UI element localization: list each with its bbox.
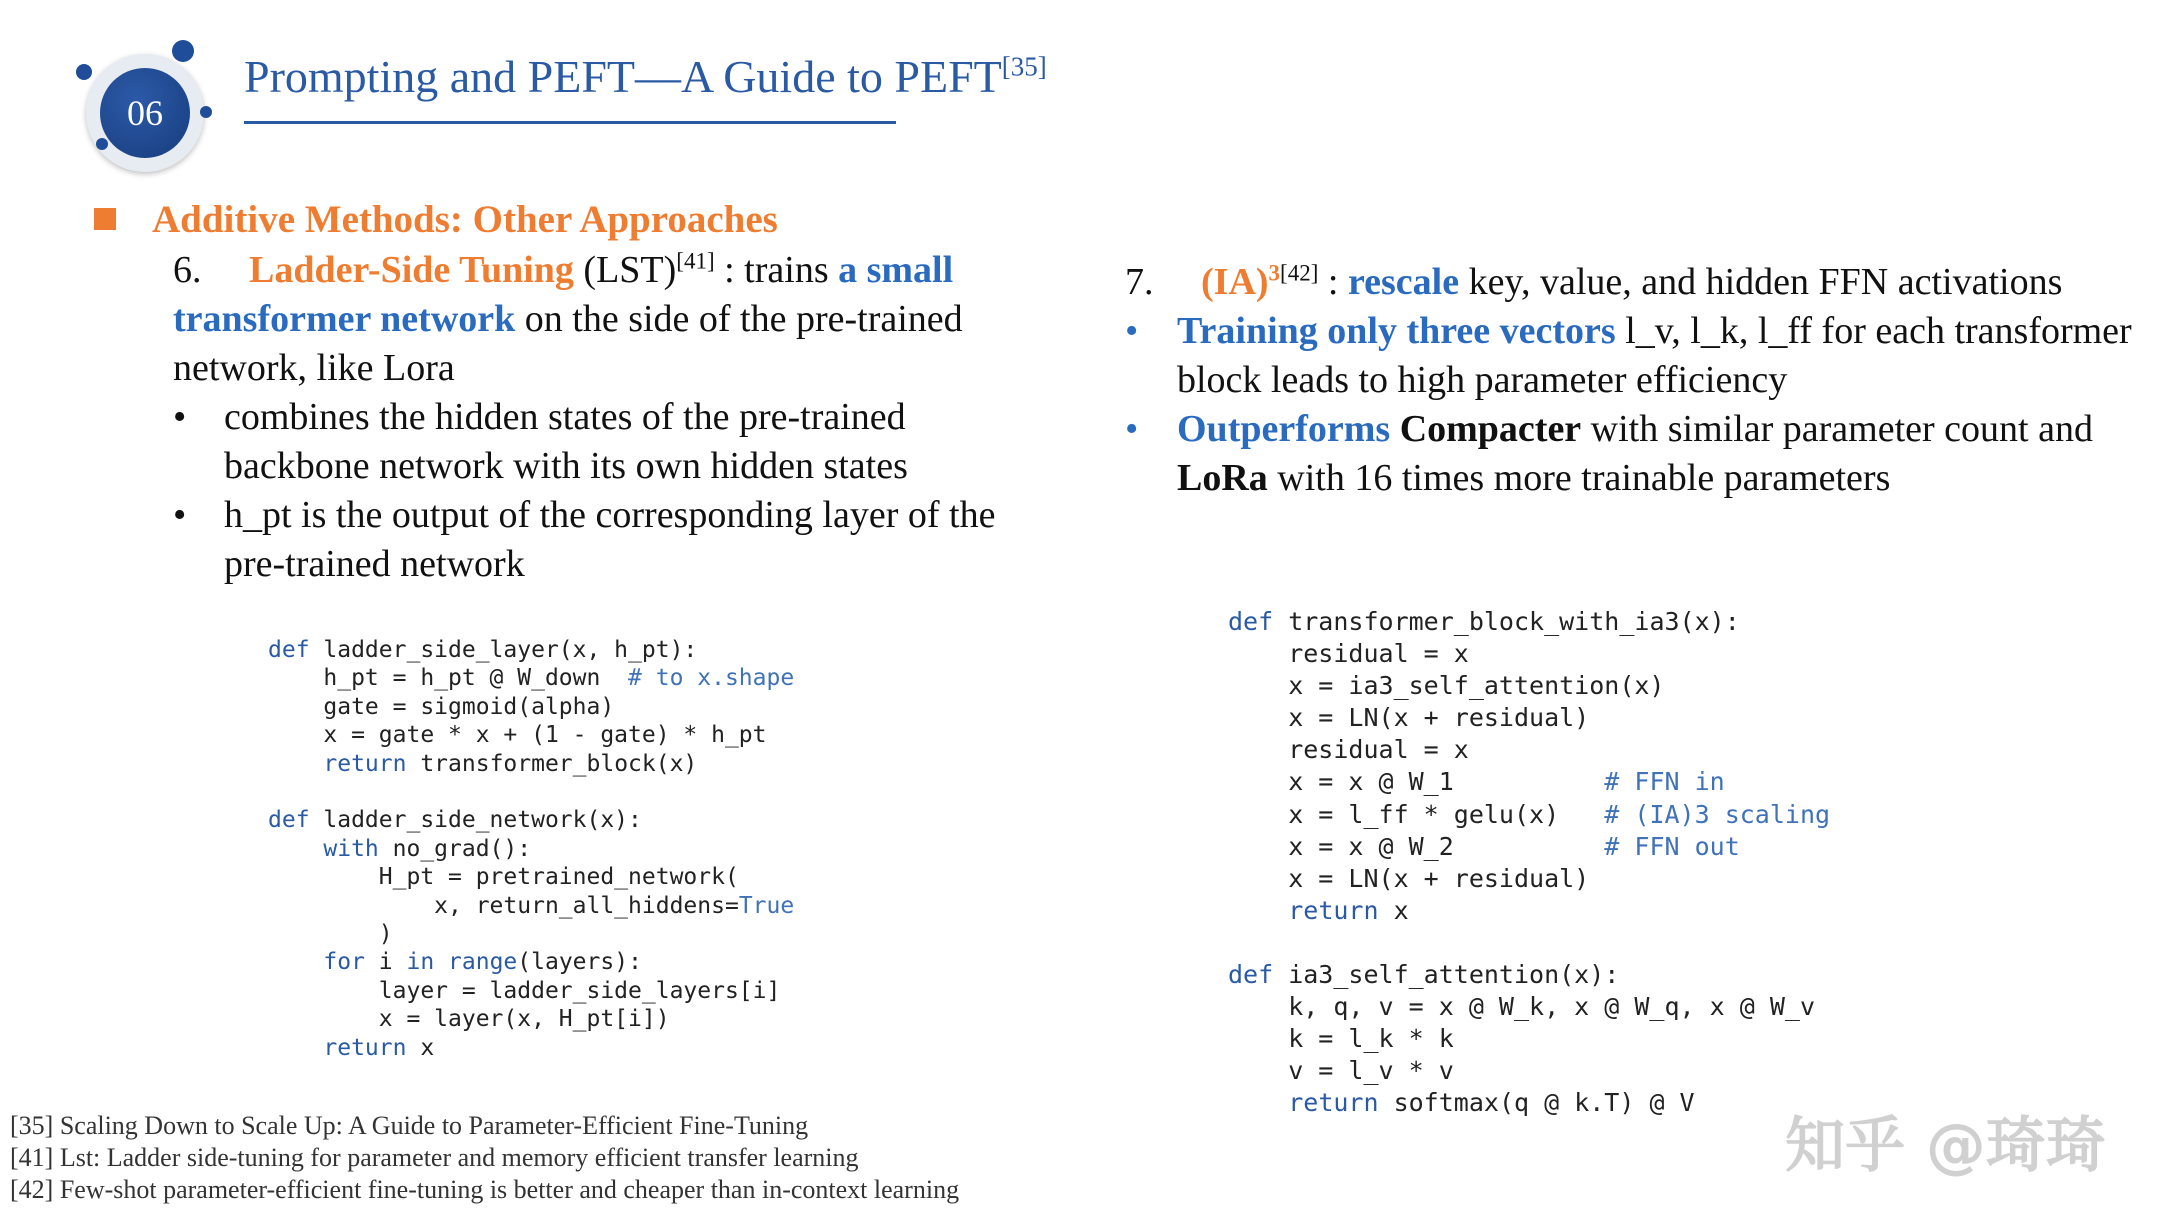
lst-bullet [173,393,1033,491]
code-text [268,1035,323,1061]
code-comment: # (IA)3 scaling [1604,799,1831,829]
code-line [1228,991,1830,1023]
code-text: transformer_block_with_ia3(x): [1273,607,1740,636]
code-line [1228,1055,1830,1087]
code-comment: # FFN out [1604,831,1740,861]
code-text: x = layer(x, H_pt[i]) [268,1006,670,1033]
bullet-dot: • [173,494,187,536]
code-line [1228,734,1830,766]
ia3-name: (IA) [1201,261,1269,303]
ia3-description [1125,258,2135,503]
code-line [1228,1087,1830,1119]
code-line [268,636,794,664]
code-keyword: return [1288,895,1379,925]
bullet-dot: • [173,396,187,438]
code-line [268,835,794,863]
code-block-ia3 [1228,606,1830,1120]
code-keyword: range [448,949,518,976]
bullet-dot: • [1125,408,1139,450]
code-text: transformer_block(x) [406,750,698,777]
code-line [268,664,794,692]
lst-intro [173,246,1033,393]
code-line [1228,766,1830,798]
ia3-desc-highlight: rescale [1347,261,1460,303]
lst-index: 6. [173,249,202,291]
ia3-bullet-2-mid: with similar parameter count and [1590,408,2093,450]
code-keyword: return [323,1034,407,1061]
code-line [268,948,794,976]
code-text: v = l_v * v [1228,1056,1454,1086]
code-text: k = l_k * k [1228,1024,1454,1054]
ia3-desc-sep: : [1327,261,1339,303]
code-line [268,721,794,749]
lst-abbr: (LST) [583,249,677,291]
watermark: 知乎 @琦琦 [1785,1111,2106,1181]
code-text: True [738,892,795,919]
ia3-bullet-2-end: with 16 times more trainable parameters [1277,457,1891,499]
code-text: layer = ladder_side_layers[i] [268,977,781,1004]
lst-desc-2: on the side of the pre-trained network, like Lora [173,298,963,389]
code-text [1228,1088,1288,1117]
badge-dot-bottom [96,138,108,150]
code-text: k, q, v = x @ W_k, x @ W_q, x @ W_v [1228,992,1815,1022]
code-line [1228,702,1830,734]
code-line [268,920,794,948]
slide-number: 06 [127,93,163,133]
code-text [1228,896,1288,925]
code-keyword: def [268,637,310,663]
ia3-bullet [1125,307,2135,405]
code-text: ladder_side_layer(x, h_pt): [309,637,698,663]
code-text: ) [268,921,393,948]
page-title-text: Prompting and PEFT—A Guide to PEFT [244,51,1002,102]
ia3-bullet-1-highlight: Training only three vectors [1177,310,1616,352]
code-line [268,1034,794,1062]
section-heading: Additive Methods: Other Approaches [152,198,778,241]
code-line [1228,799,1830,831]
code-line [268,892,794,920]
ia3-desc-rest: key, value, and hidden FFN activations [1468,261,2063,303]
lst-name: Ladder-Side Tuning [249,249,574,291]
code-text: x = ia3_self_attention(x) [1228,671,1665,701]
title-underline [244,121,896,124]
code-text: no_grad(): [378,835,532,862]
code-line [1228,606,1830,638]
ia3-intro [1125,258,2135,307]
code-text: (layers): [517,949,642,976]
badge-dot-top [172,40,194,62]
lst-bullet-text: h_pt is the output of the corresponding layer of the pre-trained network [224,494,996,585]
code-block-ladder-side [268,636,794,1062]
page-title-ref: [35] [1001,51,1047,82]
code-text: residual = x [1228,735,1469,765]
slide-number-badge [72,40,222,170]
code-line [268,778,794,806]
ia3-index: 7. [1125,261,1154,303]
code-text [434,949,448,975]
code-keyword: def [1228,607,1274,636]
code-keyword: def [268,807,310,834]
code-text: x [1378,895,1409,925]
code-line [1228,670,1830,702]
code-text: x = gate * x + (1 - gate) * h_pt [268,722,767,749]
code-line [268,693,794,721]
lst-desc-1: : trains [724,249,829,291]
ia3-bullet-2-bold-2: LoRa [1177,457,1268,499]
lst-desc-highlight: a small transformer network [173,249,954,340]
code-line [268,1005,794,1033]
lst-description [173,246,1033,589]
lst-bullet [173,491,1033,589]
code-text: ia3_self_attention(x): [1273,960,1620,990]
code-text: residual = x [1228,639,1469,669]
ia3-bullet [1125,405,2135,503]
lst-ref: [41] [676,248,715,274]
code-comment: # to x.shape [628,665,795,692]
code-keyword: return [323,750,407,777]
ia3-name-sup: 3 [1268,260,1281,286]
code-keyword: def [1228,960,1274,990]
code-line [1228,927,1830,959]
code-keyword: with [323,835,379,862]
section-bullet-square [94,208,116,230]
code-text: x = x @ W_2 [1228,831,1605,861]
code-text [268,949,323,975]
code-text: h_pt = h_pt @ W_down [268,665,629,692]
code-text: H_pt = pretrained_network( [268,864,739,891]
code-text: x, return_all_hiddens= [268,892,739,919]
code-line [1228,638,1830,670]
ia3-ref: [42] [1280,260,1319,286]
reference-item: [35] Scaling Down to Scale Up: A Guide to Parameter-Efficient Fine-Tuning [10,1111,809,1140]
code-keyword: return [1288,1088,1379,1118]
code-line [1228,831,1830,863]
code-text: x = LN(x + residual) [1228,863,1590,893]
code-line [1228,863,1830,895]
code-line [268,806,794,834]
code-keyword: in [406,949,435,976]
badge-dot-left [76,64,92,80]
code-line [268,750,794,778]
reference-item: [41] Lst: Ladder side-tuning for parameter and memory efficient transfer learning [10,1143,859,1172]
code-text: gate = sigmoid(alpha) [268,693,615,720]
code-comment: # FFN in [1604,767,1725,797]
code-line [1228,959,1830,991]
code-text: i [364,949,407,976]
references [10,1110,959,1206]
code-line [1228,1023,1830,1055]
page-title [244,50,1047,103]
code-text: x = l_ff * gelu(x) [1228,799,1605,829]
ia3-bullet-2-highlight: Outperforms [1177,408,1391,450]
bullet-dot: • [1125,310,1139,352]
code-line [1228,895,1830,927]
code-line [268,977,794,1005]
code-text: x [406,1034,435,1061]
lst-bullet-text: combines the hidden states of the pre-trained backbone network with its own hidden states [224,396,908,487]
code-text: ladder_side_network(x): [309,807,642,834]
code-line [268,863,794,891]
ia3-bullet-1-rest: l_v, l_k, l_ff for each transformer block leads to high parameter efficiency [1177,310,2132,401]
badge-dot-right [200,106,212,118]
ia3-bullet-2-bold-1: Compacter [1399,408,1582,450]
code-text: x = LN(x + residual) [1228,703,1590,733]
code-text [268,836,323,862]
code-text: x = x @ W_1 [1228,767,1605,797]
code-text [268,751,323,777]
reference-item: [42] Few-shot parameter-efficient fine-tuning is better and cheaper than in-context learning [10,1175,960,1204]
code-keyword: for [323,949,365,976]
code-text: softmax(q @ k.T) @ V [1378,1088,1695,1118]
